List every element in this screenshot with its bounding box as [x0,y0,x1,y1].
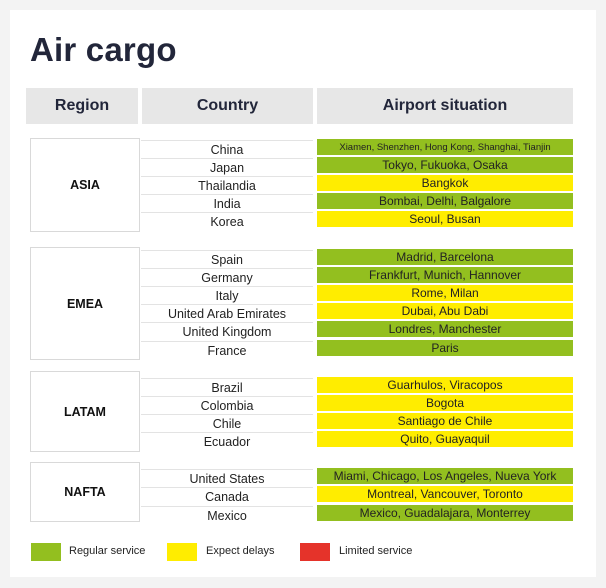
airport-status-cell: Xiamen, Shenzhen, Hong Kong, Shanghai, Tianjin [317,139,573,155]
airport-status-cell: Rome, Milan [317,285,573,301]
airport-status-cell: Bangkok [317,175,573,191]
page-title: Air cargo [30,31,177,68]
country-cell: Ecuador [141,432,313,450]
header-airport-situation: Airport situation [317,88,573,124]
region-label: ASIA [30,138,140,232]
header-region: Region [26,88,138,124]
legend-swatch-delays [167,543,197,561]
region-label: EMEA [30,247,140,360]
country-cell: France [141,341,313,359]
airport-status-cell: Mexico, Guadalajara, Monterrey [317,505,573,521]
country-cell: United States [141,469,313,487]
airport-status-cell: Guarhulos, Viracopos [317,377,573,393]
legend-label-delays: Expect delays [206,545,275,557]
airport-status-cell: Frankfurt, Munich, Hannover [317,267,573,283]
country-cell: Chile [141,414,313,432]
country-cell: China [141,140,313,158]
region-label: LATAM [30,371,140,452]
airport-status-cell: Londres, Manchester [317,321,573,337]
airport-status-cell: Miami, Chicago, Los Angeles, Nueva York [317,468,573,484]
header-country: Country [142,88,313,124]
airport-status-cell: Seoul, Busan [317,211,573,227]
country-cell: Mexico [141,506,313,524]
airport-status-cell: Tokyo, Fukuoka, Osaka [317,157,573,173]
country-cell: United Kingdom [141,322,313,340]
airport-status-cell: Madrid, Barcelona [317,249,573,265]
legend-swatch-limited [300,543,330,561]
airport-status-cell: Santiago de Chile [317,413,573,429]
country-cell: Thailandia [141,176,313,194]
country-cell: Korea [141,212,313,230]
country-cell: United Arab Emirates [141,304,313,322]
country-cell: India [141,194,313,212]
country-cell: Spain [141,250,313,268]
airport-status-cell: Paris [317,340,573,356]
country-cell: Japan [141,158,313,176]
country-cell: Germany [141,268,313,286]
airport-status-cell: Quito, Guayaquil [317,431,573,447]
legend-swatch-regular [31,543,61,561]
airport-status-cell: Bogota [317,395,573,411]
country-cell: Canada [141,487,313,505]
region-label: NAFTA [30,462,140,522]
airport-status-cell: Bombai, Delhi, Balgalore [317,193,573,209]
country-cell: Brazil [141,378,313,396]
legend-label-limited: Limited service [339,545,413,557]
airport-status-cell: Montreal, Vancouver, Toronto [317,486,573,502]
airport-status-cell: Dubai, Abu Dabi [317,303,573,319]
country-cell: Colombia [141,396,313,414]
country-cell: Italy [141,286,313,304]
legend-label-regular: Regular service [69,545,146,557]
